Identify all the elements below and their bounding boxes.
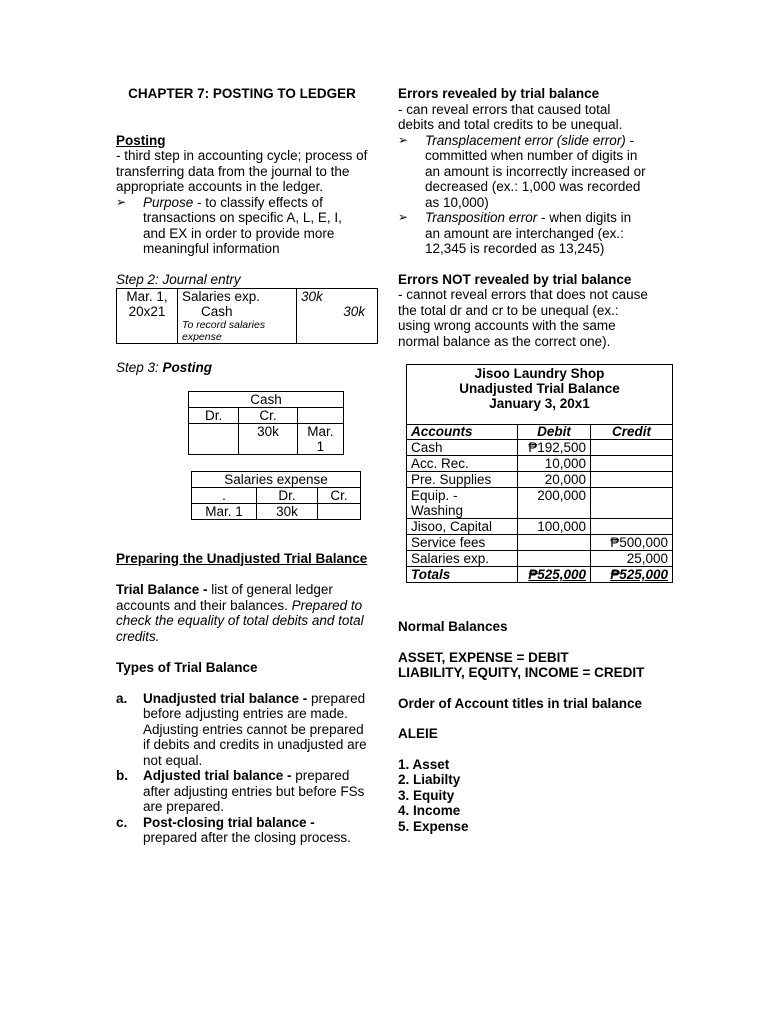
salaries-date: Mar. 1: [192, 503, 257, 519]
arrow-bullet-icon: ➢: [116, 194, 127, 209]
journal-debit-amount: 30k: [301, 289, 323, 304]
table-row: Service fees ₱500,000: [407, 535, 673, 551]
posting-heading: Posting: [116, 132, 166, 148]
left-column: [116, 84, 368, 846]
tb-col-debit: Debit: [518, 425, 591, 440]
cash-ledger-title: Cash: [189, 391, 344, 407]
salaries-blank-header: .: [192, 487, 257, 503]
step3-label: Step 3: Posting: [116, 360, 213, 375]
normal-line1: ASSET, EXPENSE = DEBIT: [398, 649, 569, 665]
aleie-label: ALEIE: [398, 726, 438, 741]
posting-definition: - third step in accounting cycle; process of transferring data from the journal to the appropriate accounts in the ledger.: [116, 148, 368, 194]
journal-accounts: [178, 289, 297, 344]
salaries-dr-header: Dr.: [257, 487, 318, 503]
cash-date: Mar. 1: [297, 423, 343, 454]
salaries-cr-header: Cr.: [318, 487, 361, 503]
normal-heading: Normal Balances: [398, 619, 508, 634]
salaries-ledger-title: Salaries expense: [192, 471, 361, 487]
journal-credit-amount: 30k: [343, 304, 365, 319]
step2-label: Step 2: Journal entry: [116, 271, 241, 287]
error-item: ➢ Transposition error - when digits in an amount are interchanged (ex.: 12,345 is recorded as 13,245): [398, 210, 632, 256]
cash-amount: 30k: [239, 423, 298, 454]
tb-total-credit: ₱525,000: [591, 567, 673, 583]
type-item: a. Unadjusted trial balance - prepared before adjusting entries are made. Adjusting entries cannot be prepared if debits and credits in unadjusted are not equal.: [116, 690, 367, 768]
tb-company: Jisoo Laundry Shop: [474, 366, 605, 381]
right-column: [398, 84, 668, 834]
trial-balance-definition: Trial Balance - list of general ledger accounts and their balances. Prepared to check the equality of total debits and total credits.: [116, 582, 364, 644]
type-item: b. Adjusted trial balance - prepared after adjusting entries but before FSs are prepared.: [116, 768, 365, 814]
step3-posting: Posting: [162, 360, 213, 375]
errors-heading: Errors revealed by trial balance: [398, 86, 600, 101]
list-item: 3. Equity: [398, 787, 455, 803]
journal-debit-account: Salaries exp.: [182, 289, 261, 304]
purpose-label: Purpose: [143, 194, 194, 210]
tb-total-label: Totals: [407, 567, 518, 583]
journal-date: Mar. 1, 20x21: [117, 289, 178, 344]
tb-date: January 3, 20x1: [489, 396, 590, 411]
salaries-ledger: [191, 471, 361, 520]
order-heading: Order of Account titles in trial balance: [398, 695, 643, 711]
list-item: 5. Expense: [398, 818, 469, 834]
not-revealed-heading: Errors NOT revealed by trial balance: [398, 271, 632, 287]
tb-name: Unadjusted Trial Balance: [459, 381, 620, 396]
arrow-bullet-icon: ➢: [398, 210, 409, 224]
error-item: ➢ Transplacement error (slide error) - committed when number of digits in an amount is incorrectly increased or decreased (ex.: 1,000 was recorded as 10,000): [398, 132, 646, 210]
chapter-title: CHAPTER 7: POSTING TO LEDGER: [128, 86, 356, 101]
trial-balance-table: [406, 364, 673, 583]
table-row: Cash ₱192,500: [407, 440, 673, 456]
prep-heading: Preparing the Unadjusted Trial Balance: [116, 550, 368, 566]
cash-ledger: [188, 391, 344, 455]
journal-amounts: [297, 289, 378, 344]
cash-dr-header: Dr.: [189, 407, 239, 423]
type-item: c. Post-closing trial balance - prepared after the closing process.: [116, 814, 351, 845]
purpose-text: - to classify effects of transactions on specific A, L, E, I, and EX in order to provide more meaningful information: [143, 194, 342, 256]
arrow-bullet-icon: ➢: [398, 132, 409, 147]
errors-definition: - can reveal errors that caused total debits and total credits to be unequal.: [398, 101, 623, 132]
journal-credit-account: Cash: [201, 304, 233, 319]
table-row: Pre. Supplies 20,000: [407, 472, 673, 488]
salaries-amount: 30k: [257, 503, 318, 519]
table-row: Equip. - Washing 200,000: [407, 488, 673, 519]
journal-memo: To record salaries expense: [182, 319, 266, 343]
tb-col-credit: Credit: [591, 425, 673, 440]
cash-cr-header: Cr.: [239, 407, 298, 423]
types-heading: Types of Trial Balance: [116, 660, 258, 675]
list-item: 1. Asset: [398, 756, 450, 772]
table-row: Jisoo, Capital 100,000: [407, 519, 673, 535]
tb-col-accounts: Accounts: [407, 425, 518, 440]
not-revealed-definition: - cannot reveal errors that does not cause the total dr and cr to be unequal (ex.: using wrong accounts with the same normal balance as the correct one).: [398, 287, 648, 349]
normal-line2: LIABILITY, EQUITY, INCOME = CREDIT: [398, 665, 645, 680]
journal-entry-table: [116, 288, 378, 344]
totals-row: [407, 567, 673, 583]
list-item: 2. Liabilty: [398, 772, 461, 787]
table-row: Salaries exp. 25,000: [407, 551, 673, 567]
list-item: 4. Income: [398, 803, 461, 818]
purpose-bullet: [116, 195, 368, 257]
table-row: Acc. Rec. 10,000: [407, 456, 673, 472]
tb-total-debit: ₱525,000: [518, 567, 591, 583]
